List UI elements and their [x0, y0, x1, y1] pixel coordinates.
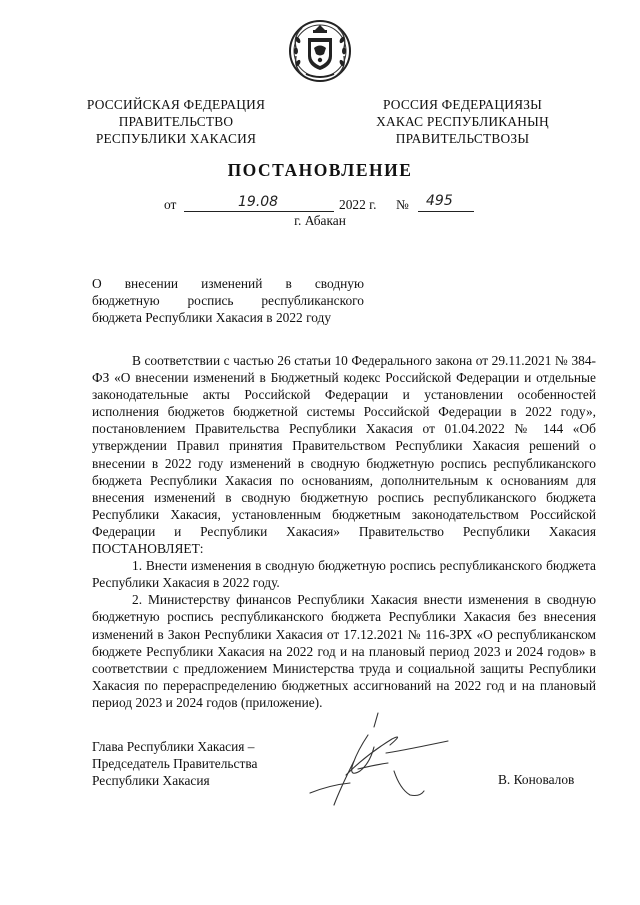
city-label: г. Абакан — [294, 213, 346, 228]
number-field — [418, 193, 474, 212]
year-label: 2022 г. — [339, 197, 377, 212]
body-item-2: 2. Министерству финансов Республики Хакасия внести изменения в сводную бюджетную роспись республиканского бюджета Республики Хакасия без внесения изменений в Закон Республики Хакасия от 17.12.2021 № 116-ЗРХ «О республиканском бюджете Республики Хакасия на 2022 год и на плановый период 2023 и 2024 годов» в соответствии с предложением Министерства труда и социальной защиты Республики Хакасия по перераспределению бюджетных ассигнований на 2022 год и на плановый период 2023 и 2024 годов (приложение). — [92, 592, 596, 710]
signatory-position — [92, 738, 292, 789]
body-item-1: 1. Внести изменения в сводную бюджетную роспись республиканского бюджета Республики Хакасия в 2022 году. — [92, 558, 596, 591]
document-title: ПОСТАНОВЛЕНИЕ — [227, 160, 413, 180]
subject-line-3: бюджета Республики Хакасия в 2022 году — [92, 310, 332, 325]
number-label: № — [396, 197, 409, 212]
document-body — [92, 352, 596, 711]
signatory-position-line-2: Председатель Правительства — [92, 756, 258, 771]
coat-of-arms-icon — [288, 18, 352, 84]
header-left — [76, 96, 276, 147]
date-handwritten: 19.08 — [238, 194, 279, 210]
header-left-line-2: ПРАВИТЕЛЬСТВО — [118, 114, 234, 129]
signatory-name: В. Коновалов — [498, 772, 575, 787]
date-field — [184, 194, 334, 212]
header-right-line-1: РОССИЯ ФЕДЕРАЦИЯЗЫ — [383, 97, 542, 112]
header-right-line-2: ХАКАС РЕСПУБЛИКАНЫҢ — [376, 114, 549, 129]
subject-line-1: О внесении изменений в сводную — [92, 276, 364, 291]
number-handwritten: 495 — [426, 193, 453, 209]
signatory-position-line-3: Республики Хакасия — [92, 773, 210, 788]
header-right — [365, 96, 560, 147]
header-left-line-3: РЕСПУБЛИКИ ХАКАСИЯ — [95, 131, 257, 146]
signatory-position-line-1: Глава Республики Хакасия – — [92, 739, 255, 754]
date-from-label: от — [164, 197, 177, 212]
handwritten-signature — [270, 705, 480, 820]
body-preamble: В соответствии с частью 26 статьи 10 Федерального закона от 29.11.2021 № 384-ФЗ «О внесении изменений в Бюджетный кодекс Российской Федерации и отдельные законодательные акты Российской Федерации и установлении особенностей исполнения бюджетов бюджетной системы Российской Федерации в 2022 году», постановлением Правительства Республики Хакасия от 01.04.2022 № 144 «Об утверждении Правил принятия Правительством Республики Хакасия решений о внесении в 2022 году изменений в сводную бюджетную роспись республиканского бюджета Республики Хакасия по основаниям, дополнительным к основаниям для внесения изменений в сводную бюджетную роспись республиканского бюджета Республики Хакасия, установленным бюджетным законодательством Российской Федерации и Республики Хакасия» Правительство Республики Хакасия ПОСТАНОВЛЯЕТ: — [92, 353, 596, 557]
header-right-line-3: ПРАВИТЕЛЬСТВОЗЫ — [395, 131, 530, 146]
subject-block — [92, 275, 364, 326]
header-left-line-1: РОССИЙСКАЯ ФЕДЕРАЦИЯ — [86, 97, 266, 112]
subject-line-2: бюджетную роспись республиканского — [92, 293, 364, 308]
